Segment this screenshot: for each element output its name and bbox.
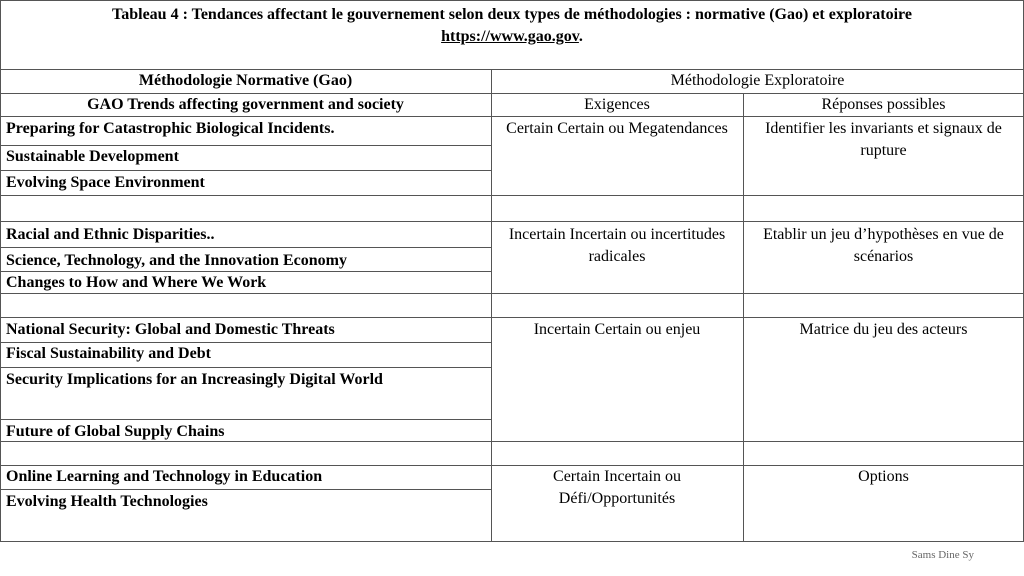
trend-cell: Future of Global Supply Chains (6, 423, 225, 440)
trend-cell: Fiscal Sustainability and Debt (6, 345, 211, 362)
header-normative: Méthodologie Normative (Gao) (138, 72, 353, 89)
trend-cell: Preparing for Catastrophic Biological Incidents. (6, 120, 335, 137)
trend-cell: Sustainable Development (6, 148, 179, 165)
exigence-cell: Certain Incertain ou Défi/Opportunités (553, 468, 681, 507)
reponse-cell: Matrice du jeu des acteurs (799, 321, 968, 338)
row-divider (0, 170, 491, 171)
table-caption (0, 0, 1024, 69)
row-divider (0, 367, 491, 368)
trend-cell: Online Learning and Technology in Education (6, 468, 323, 485)
gao-link[interactable]: https://www.gao.gov (441, 28, 579, 45)
author-signature: Sams Dine Sy (911, 549, 974, 561)
row-divider (0, 195, 1024, 196)
header-exploratoire: Méthodologie Exploratoire (670, 72, 845, 89)
trend-cell: Evolving Health Technologies (6, 493, 208, 510)
trend-cell: Evolving Space Environment (6, 174, 205, 191)
caption-period: . (578, 28, 583, 45)
trend-cell: Science, Technology, and the Innovation Economy (6, 252, 347, 269)
row-divider (0, 247, 491, 248)
trend-cell: Security Implications for an Increasingly Digital World (6, 371, 383, 388)
row-divider (0, 116, 1024, 117)
exigence-cell: Incertain Certain ou enjeu (533, 321, 701, 338)
exigence-cell: Certain Certain ou Megatendances (506, 120, 728, 137)
row-divider (0, 419, 491, 420)
header-exigences: Exigences (584, 96, 650, 113)
trend-cell: Racial and Ethnic Disparities.. (6, 226, 215, 243)
trend-cell: Changes to How and Where We Work (6, 274, 267, 291)
header-reponses: Réponses possibles (821, 96, 946, 113)
row-divider (0, 317, 1024, 318)
exigence-cell: Incertain Incertain ou incertitudes radicales (508, 226, 726, 265)
reponse-cell: Etablir un jeu d’hypothèses en vue de scénarios (763, 226, 1004, 265)
header-gao-trends: GAO Trends affecting government and society (87, 96, 404, 113)
row-divider (0, 489, 491, 490)
trend-cell: National Security: Global and Domestic Threats (6, 321, 335, 338)
reponse-cell: Options (858, 468, 909, 485)
caption-text: Tableau 4 : Tendances affectant le gouvernement selon deux types de méthodologies : normative (Gao) et exploratoire (112, 6, 912, 23)
reponse-cell: Identifier les invariants et signaux de rupture (765, 120, 1002, 159)
row-divider (0, 221, 1024, 222)
